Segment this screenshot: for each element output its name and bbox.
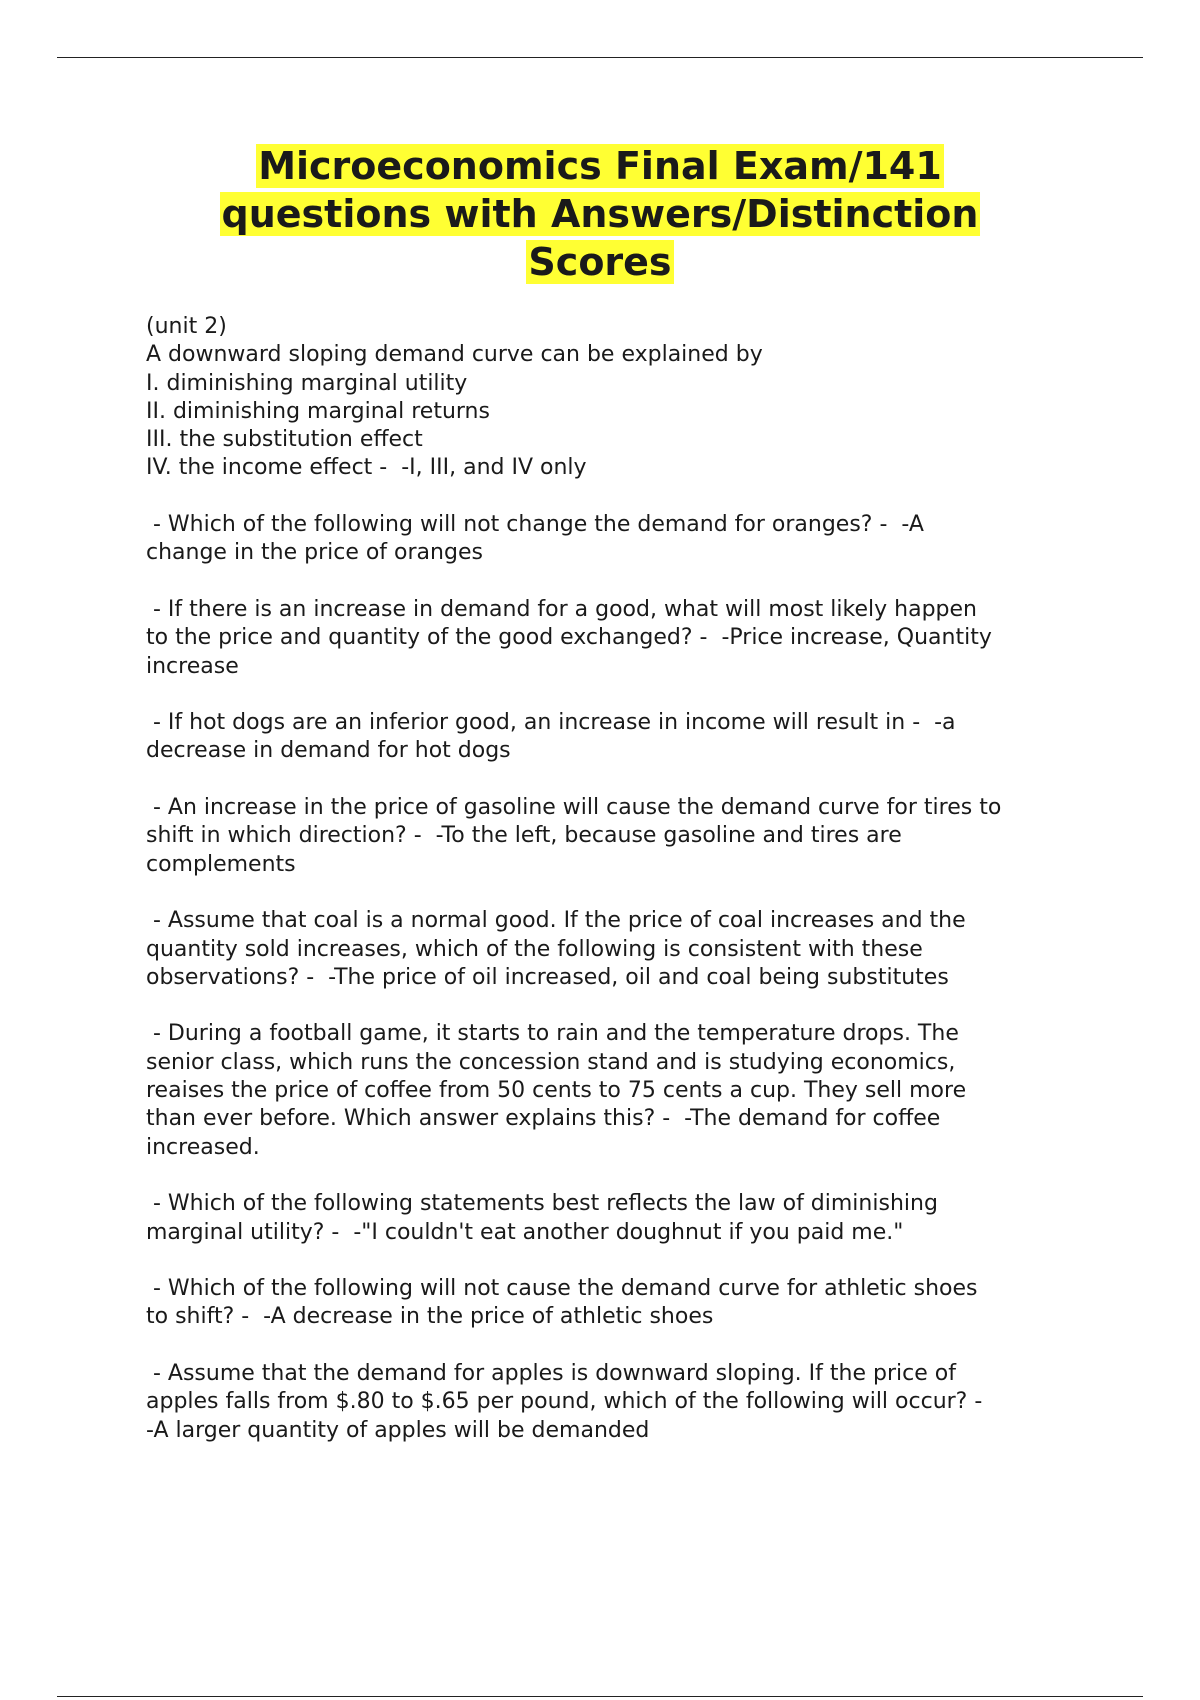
- text-line: marginal utility? - -"I couldn't eat another doughnut if you paid me.": [146, 1219, 904, 1245]
- text-line: - Which of the following will not change the demand for oranges? - -A: [146, 512, 924, 538]
- question-answer-item: [146, 794, 1106, 879]
- text-line: senior class, which runs the concession stand and is studying economics,: [146, 1049, 956, 1075]
- text-line: II. diminishing marginal returns: [146, 398, 490, 424]
- top-rule: [57, 57, 1143, 58]
- question-answer-item: [146, 511, 1106, 568]
- question-answer-item: [146, 1020, 1106, 1161]
- question-answer-item: [146, 596, 1106, 681]
- text-line: - Which of the following statements best reflects the law of diminishing: [146, 1191, 938, 1217]
- question-answer-item: [146, 709, 1106, 766]
- text-line: apples falls from $.80 to $.65 per pound, which of the following will occur? -: [146, 1389, 983, 1415]
- bottom-rule: [57, 1696, 1143, 1697]
- text-line: increase: [146, 653, 239, 679]
- text-line: observations? - -The price of oil increased, oil and coal being substitutes: [146, 964, 949, 990]
- text-line: A downward sloping demand curve can be explained by: [146, 342, 763, 368]
- document-title: [150, 142, 1050, 286]
- text-line: - If hot dogs are an inferior good, an increase in income will result in - -a: [146, 710, 956, 736]
- text-line: to shift? - -A decrease in the price of athletic shoes: [146, 1304, 714, 1330]
- text-line: IV. the income effect - -I, III, and IV only: [146, 455, 587, 481]
- text-line: (unit 2): [146, 314, 227, 339]
- text-line: shift in which direction? - -To the left, because gasoline and tires are: [146, 823, 902, 849]
- text-line: to the price and quantity of the good exchanged? - -Price increase, Quantity: [146, 625, 992, 651]
- text-line: III. the substitution effect: [146, 427, 423, 453]
- text-line: than ever before. Which answer explains this? - -The demand for coffee: [146, 1106, 941, 1132]
- text-line: change in the price of oranges: [146, 540, 483, 566]
- text-line: - During a football game, it starts to rain and the temperature drops. The: [146, 1021, 959, 1047]
- title-line: Microeconomics Final Exam/141: [258, 144, 942, 188]
- text-line: increased.: [146, 1134, 260, 1160]
- text-line: reaises the price of coffee from 50 cents to 75 cents a cup. They sell more: [146, 1078, 967, 1104]
- text-line: - Which of the following will not cause the demand curve for athletic shoes: [146, 1276, 978, 1302]
- text-line: decrease in demand for hot dogs: [146, 738, 511, 764]
- text-line: I. diminishing marginal utility: [146, 370, 468, 396]
- text-line: - If there is an increase in demand for a good, what will most likely happen: [146, 596, 977, 622]
- question-answer-item: [146, 907, 1106, 992]
- text-line: - Assume that the demand for apples is downward sloping. If the price of: [146, 1360, 956, 1386]
- intro-question: [146, 313, 1106, 483]
- title-line: Scores: [528, 240, 672, 284]
- text-line: -A larger quantity of apples will be demanded: [146, 1417, 650, 1443]
- question-answer-item: [146, 1360, 1106, 1445]
- text-line: - An increase in the price of gasoline will cause the demand curve for tires to: [146, 795, 1002, 821]
- text-line: - Assume that coal is a normal good. If the price of coal increases and the: [146, 908, 966, 934]
- title-line: questions with Answers/Distinction: [221, 192, 979, 236]
- text-line: complements: [146, 851, 296, 877]
- question-answer-item: [146, 1190, 1106, 1247]
- text-line: quantity sold increases, which of the following is consistent with these: [146, 936, 923, 962]
- document-body: [146, 313, 1106, 1445]
- question-answer-item: [146, 1275, 1106, 1332]
